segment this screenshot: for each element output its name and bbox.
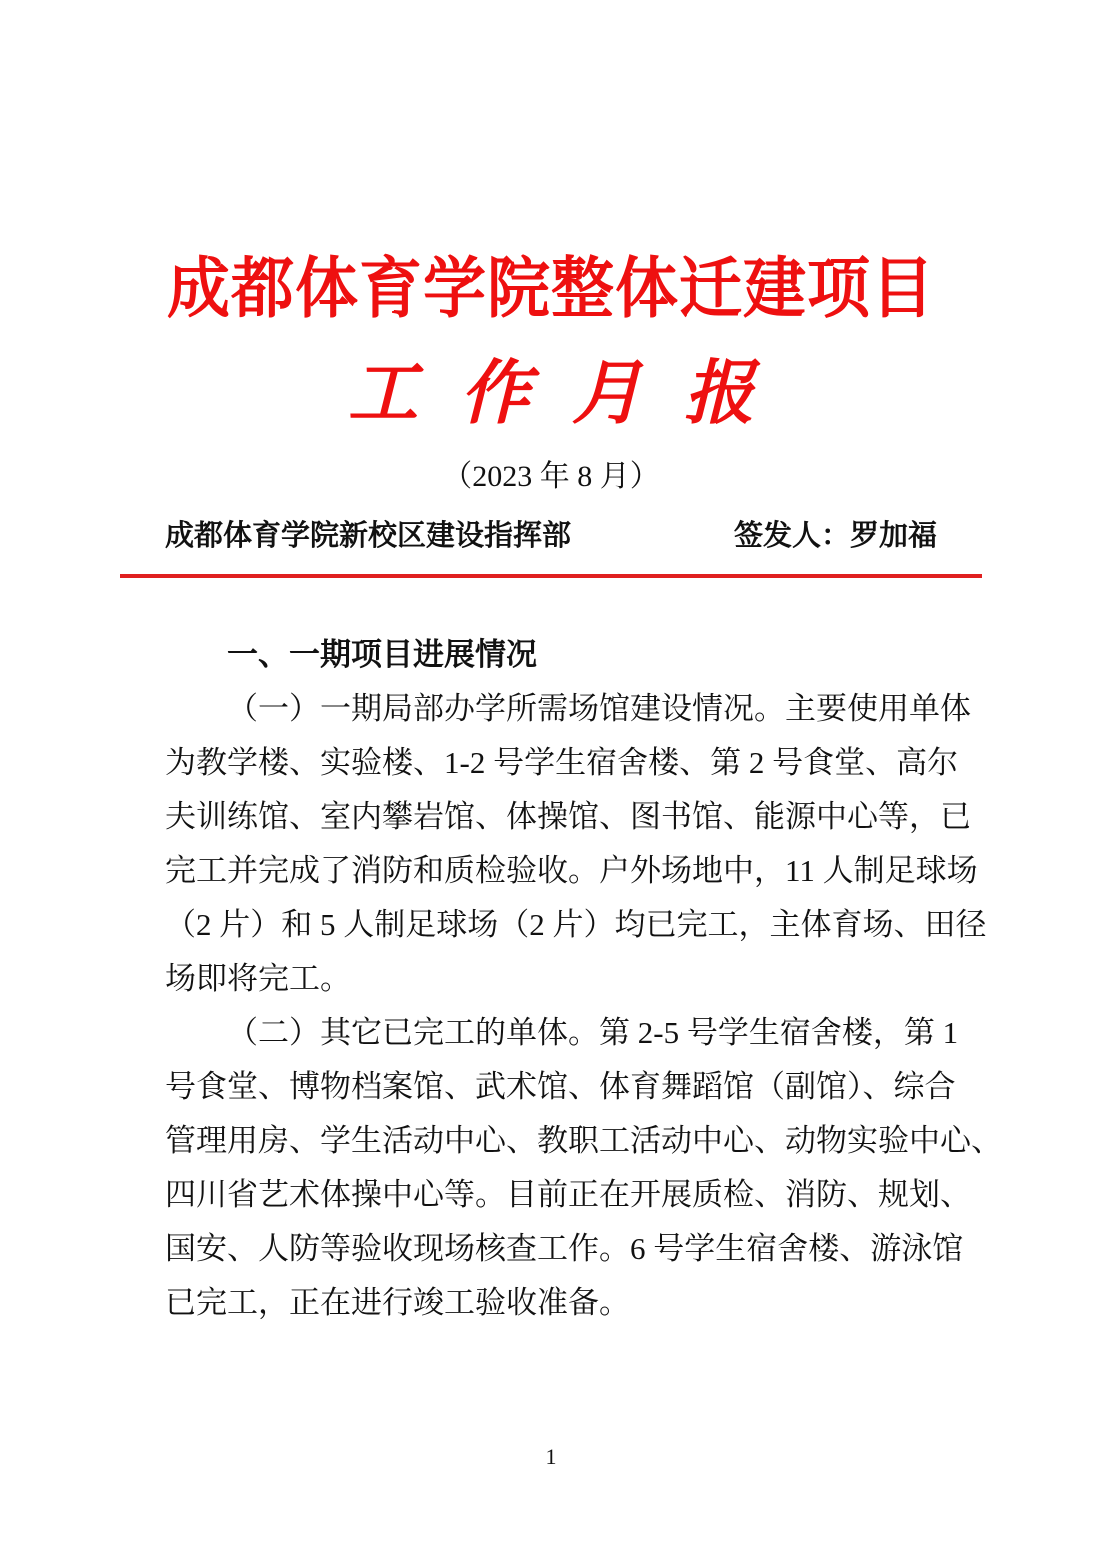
red-divider-rule (120, 574, 982, 578)
signer-name: 签发人：罗加福 (733, 520, 937, 553)
paragraph-line: 已完工，正在进行竣工验收准备。 (165, 1285, 630, 1321)
paragraph-line: 号食堂、博物档案馆、武术馆、体育舞蹈馆（副馆）、综合 (165, 1069, 956, 1105)
paragraph-line: 为教学楼、实验楼、1-2 号学生宿舍楼、第 2 号食堂、高尔 (165, 745, 959, 781)
paragraph-line: （二）其它已完工的单体。第 2-5 号学生宿舍楼，第 1 (227, 1015, 959, 1051)
issuer-row (165, 519, 937, 554)
issuing-organization: 成都体育学院新校区建设指挥部 (165, 520, 572, 553)
page-number: 1 (545, 1444, 557, 1469)
paragraph-line: 场即将完工。 (165, 961, 351, 997)
paragraph-line: 四川省艺术体操中心等。目前正在开展质检、消防、规划、 (165, 1177, 971, 1213)
paragraph-line: 管理用房、学生活动中心、教职工活动中心、动物实验中心、 (165, 1123, 1002, 1159)
paragraph-line: 夫训练馆、室内攀岩馆、体操馆、图书馆、能源中心等，已 (165, 799, 971, 835)
report-date: （2023 年 8 月） (442, 460, 660, 494)
paragraph-line: （2 片）和 5 人制足球场（2 片）均已完工，主体育场、田径 (165, 907, 987, 943)
document-body (165, 628, 1002, 1330)
document-title: 成都体育学院整体迁建项目 (167, 252, 935, 326)
paragraph-1 (165, 682, 987, 1006)
document-subtitle: 工作月报 (348, 356, 796, 434)
paragraph-line: 完工并完成了消防和质检验收。户外场地中，11 人制足球场 (165, 853, 978, 889)
section-heading: 一、一期项目进展情况 (227, 637, 537, 673)
paragraph-line: （一）一期局部办学所需场馆建设情况。主要使用单体 (227, 691, 971, 727)
paragraph-line: 国安、人防等验收现场核查工作。6 号学生宿舍楼、游泳馆 (165, 1231, 964, 1267)
paragraph-2 (165, 1006, 1002, 1330)
